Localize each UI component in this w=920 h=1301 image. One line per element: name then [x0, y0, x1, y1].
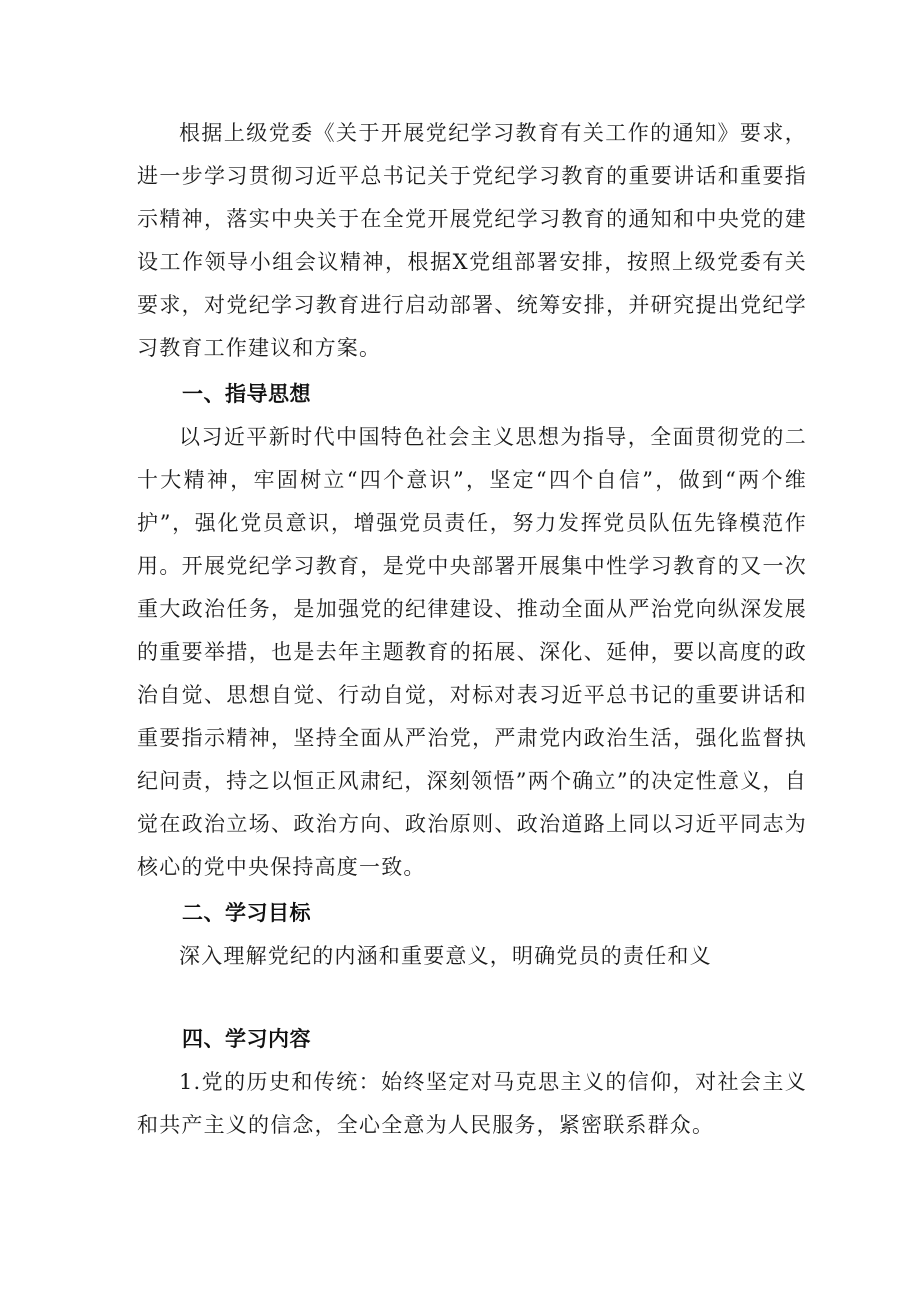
- section-body-guiding-ideology: 以习近平新时代中国特色社会主义思想为指导，全面贯彻党的二十大精神，牢固树立“四个意识”，坚定“四个自信”，做到“两个维护”，强化党员意识，增强党员责任，努力发挥党员队伍先锋模范作用。开展党纪学习教育，是党中央部署开展集中性学习教育的又一次重大政治任务，是加强党的纪律建设、推动全面从严治党向纵深发展的重要举措，也是去年主题教育的拓展、深化、延伸，要以高度的政治自觉、思想自觉、行动自觉，对标对表习近平总书记的重要讲话和重要指示精神，坚持全面从严治党，严肃党内政治生活，强化监督执纪问责，持之以恒正风肃纪，深刻领悟”两个确立”的决定性意义，自觉在政治立场、政治方向、政治原则、政治道路上同以习近平同志为核心的党中央保持高度一致。: [137, 425, 807, 879]
- section-heading-guiding-ideology: 一、指导思想: [182, 382, 311, 406]
- section-heading-learning-goals: 二、学习目标: [182, 901, 311, 925]
- section-heading-learning-content: 四、学习内容: [182, 1027, 311, 1051]
- document-body: [137, 112, 807, 1147]
- section-body-learning-content: 1.党的历史和传统：始终坚定对马克思主义的信仰，对社会主义和共产主义的信念，全心全意为人民服务，紧密联系群众。: [137, 1070, 807, 1137]
- section-body-learning-goals: 深入理解党纪的内涵和重要意义，明确党员的责任和义: [179, 944, 712, 968]
- intro-paragraph: 根据上级党委《关于开展党纪学习教育有关工作的通知》要求，进一步学习贯彻习近平总书记关于党纪学习教育的重要讲话和重要指示精神，落实中央关于在全党开展党纪学习教育的通知和中央党的建设工作领导小组会议精神，根据X党组部署安排，按照上级党委有关要求，对党纪学习教育进行启动部署、统筹安排，并研究提出党纪学习教育工作建议和方案。: [137, 121, 807, 360]
